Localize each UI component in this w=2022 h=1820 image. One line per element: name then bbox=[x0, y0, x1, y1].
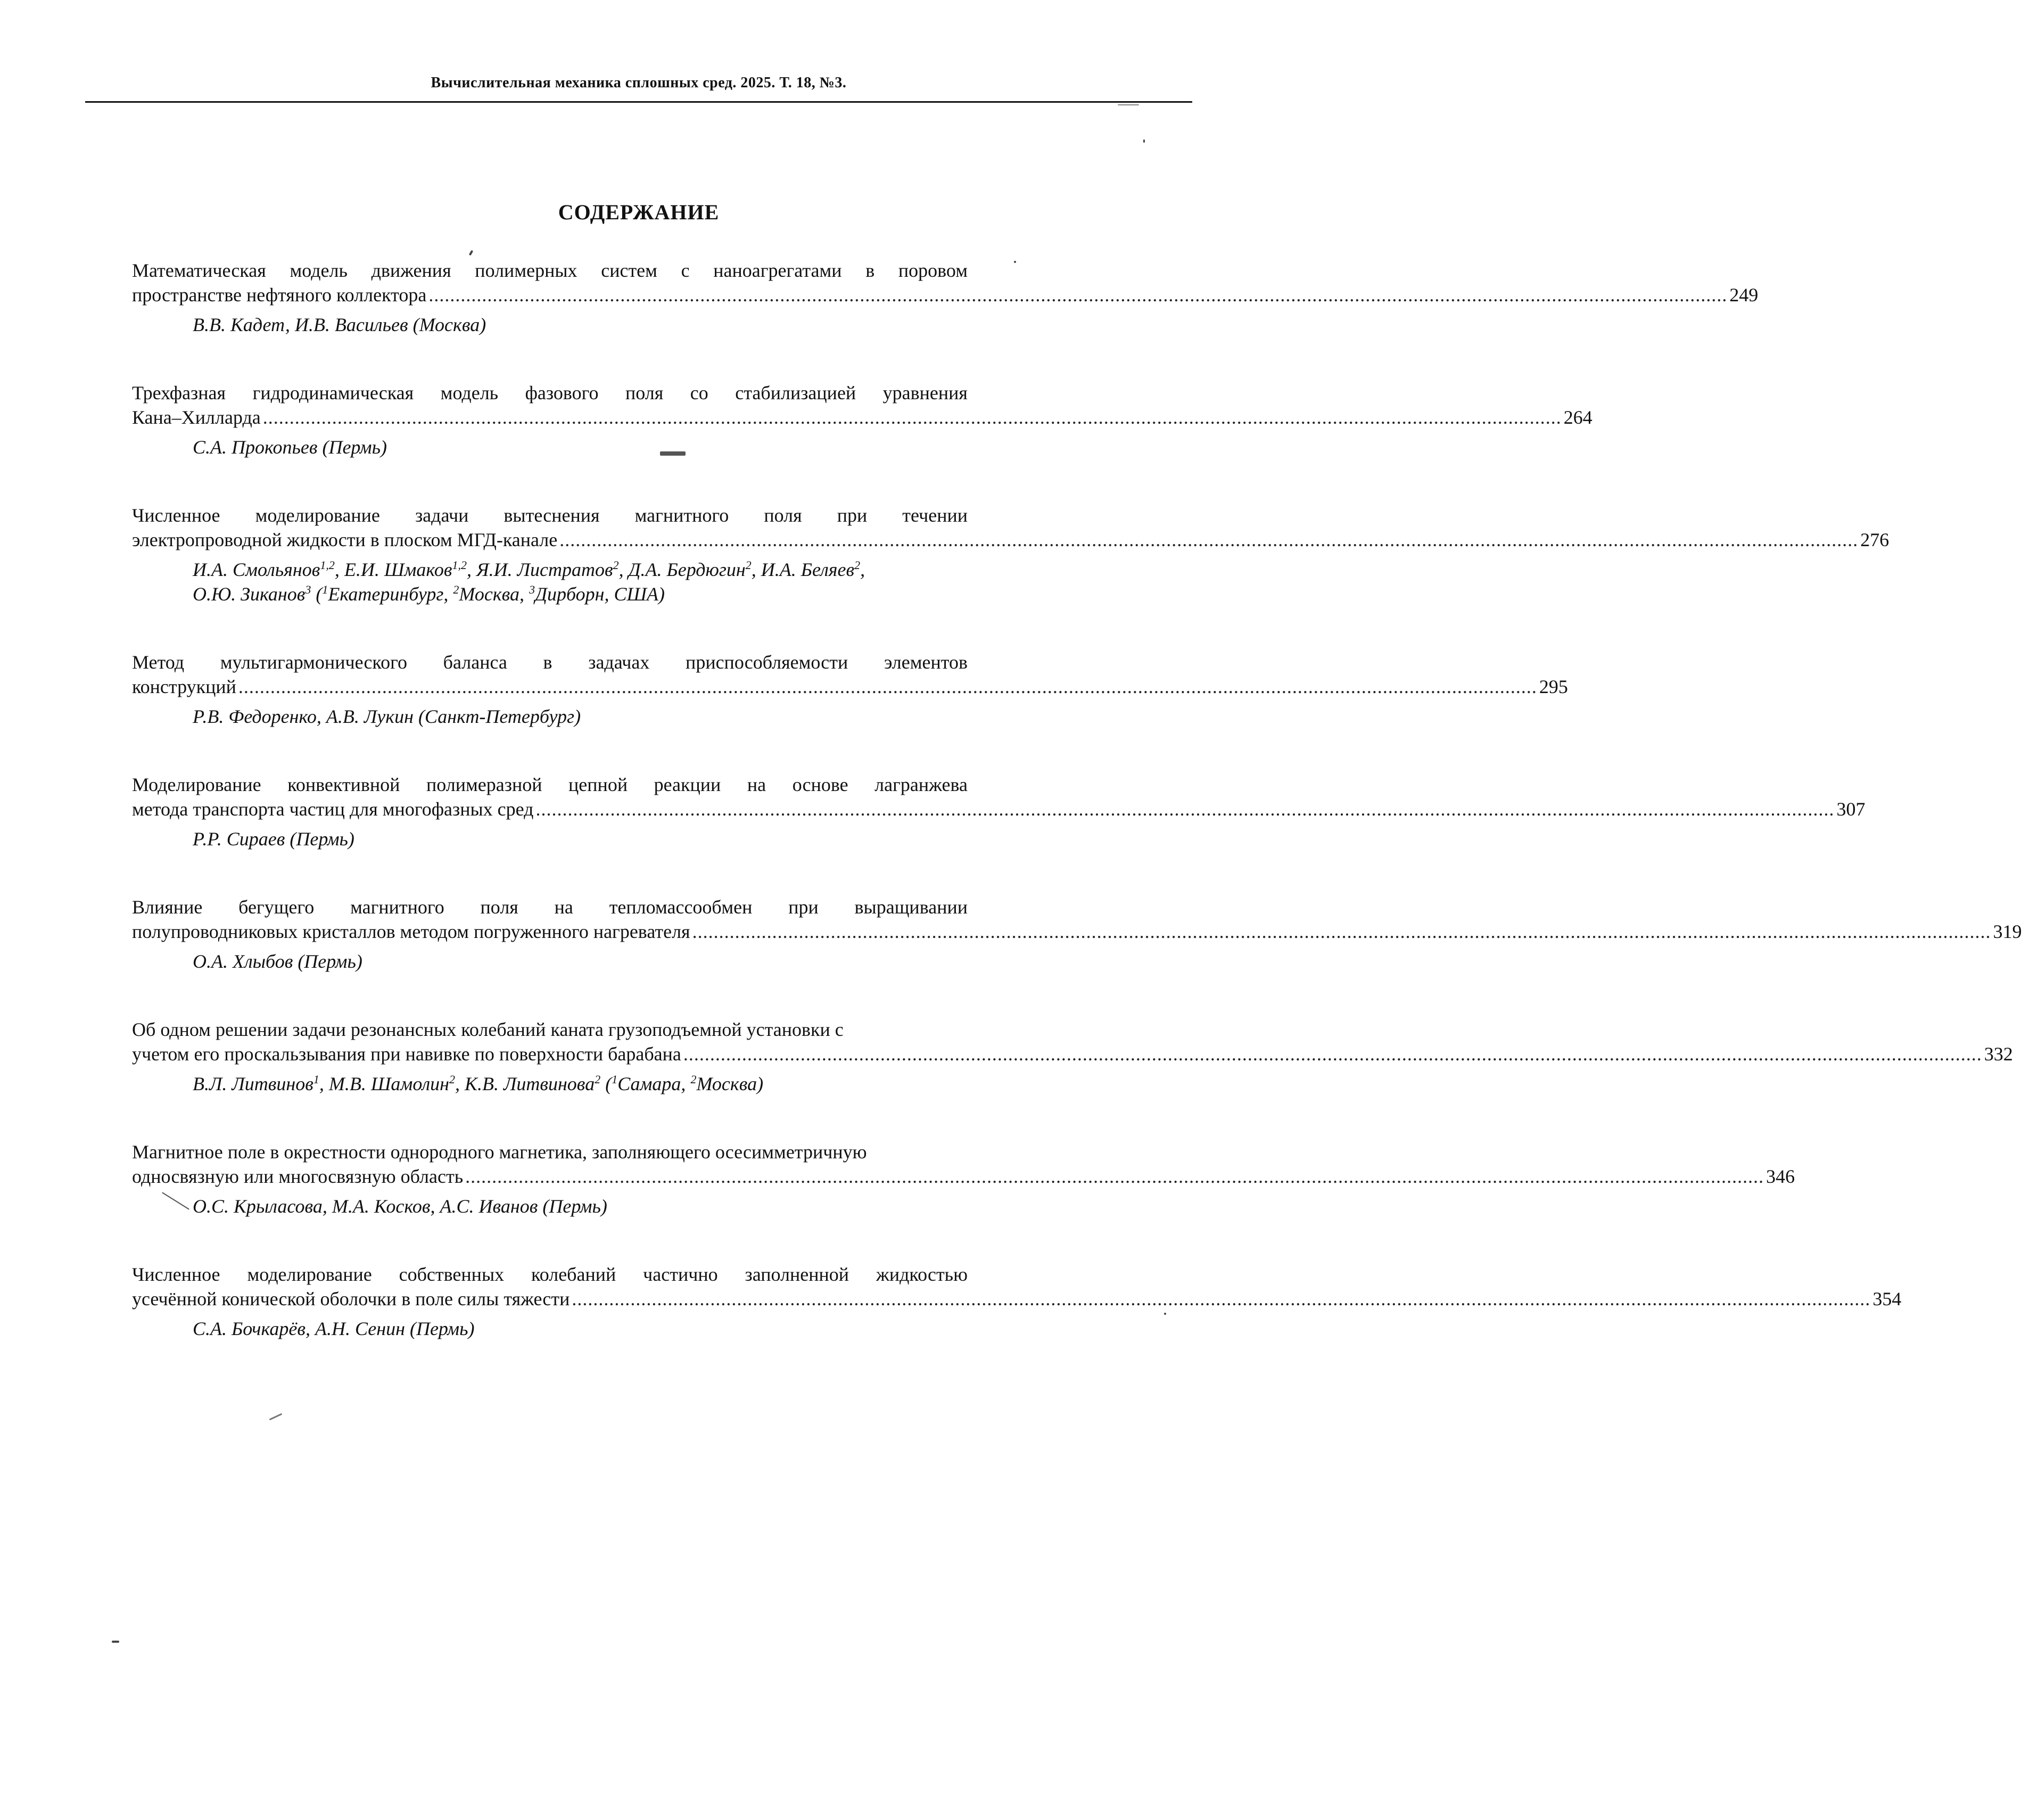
entry-authors: В.В. Кадет, И.В. Васильев (Москва) bbox=[193, 314, 486, 335]
dot-leader: .................................................................................................................................................................................................................................................... bbox=[559, 529, 1859, 550]
scan-speck bbox=[1143, 139, 1145, 143]
entry-title-line: Математическая модель движения полимерных систем с наноагрегатами в поровом bbox=[132, 260, 968, 281]
entry-title-last-line bbox=[132, 1164, 1795, 1189]
dot-leader: .................................................................................................................................................................................................................................................... bbox=[465, 1166, 1764, 1187]
entry-title-last-line bbox=[132, 1287, 1902, 1311]
toc-entry[interactable] bbox=[132, 1140, 1795, 1262]
toc-entry[interactable] bbox=[132, 503, 1889, 650]
dot-leader: .................................................................................................................................................................................................................................................... bbox=[262, 407, 1562, 428]
toc-title: СОДЕРЖАНИЕ bbox=[558, 200, 720, 224]
scan-speck bbox=[1014, 261, 1016, 263]
entry-title-end: полупроводниковых кристаллов методом погруженного нагревателя bbox=[132, 921, 690, 942]
toc-entry[interactable] bbox=[132, 650, 1568, 772]
entry-title-line: Магнитное поле в окрестности однородного магнетика, заполняющего осесимметричную bbox=[132, 1141, 867, 1163]
entry-title-end: метода транспорта частиц для многофазных сред bbox=[132, 798, 534, 820]
entry-title-line: Трехфазная гидродинамическая модель фазового поля со стабилизацией уравнения bbox=[132, 382, 968, 403]
toc-entry[interactable] bbox=[132, 1262, 1902, 1385]
table-of-contents bbox=[132, 258, 2022, 1385]
page-number: 295 bbox=[1539, 676, 1568, 697]
entry-title-last-line bbox=[132, 528, 1889, 552]
dot-leader: .................................................................................................................................................................................................................................................... bbox=[692, 921, 1991, 942]
scan-speck bbox=[469, 250, 473, 256]
entry-authors-continued: О.Ю. Зиканов$^3$ ($^1$Екатеринбург, $^2$Москва, $^3$Дирборн, США) bbox=[193, 583, 665, 605]
entry-title-line: Об одном решении задачи резонансных колебаний каната грузоподъемной установки с bbox=[132, 1019, 844, 1040]
entry-title-line: Моделирование конвективной полимеразной цепной реакции на основе лагранжева bbox=[132, 774, 968, 795]
toc-entry[interactable] bbox=[132, 1017, 2013, 1140]
page-number: 346 bbox=[1766, 1166, 1795, 1187]
toc-entry[interactable] bbox=[132, 258, 1759, 381]
dot-leader: .................................................................................................................................................................................................................................................... bbox=[572, 1288, 1871, 1310]
toc-entry[interactable] bbox=[132, 381, 1592, 503]
dot-leader: .................................................................................................................................................................................................................................................... bbox=[238, 676, 1537, 697]
toc-entry[interactable] bbox=[132, 772, 1866, 895]
entry-authors: С.А. Прокопьев (Пермь) bbox=[193, 437, 387, 458]
page-number: 354 bbox=[1872, 1288, 1902, 1310]
entry-title-end: электропроводной жидкости в плоском МГД-канале bbox=[132, 529, 558, 550]
toc-entry[interactable] bbox=[132, 895, 2022, 1017]
running-header: Вычислительная механика сплошных сред. 2025. Т. 18, №3. bbox=[431, 75, 847, 91]
entry-title-line: Численное моделирование собственных колебаний частично заполненной жидкостью bbox=[132, 1264, 968, 1285]
entry-title-end: односвязную или многосвязную область bbox=[132, 1166, 464, 1187]
entry-title-end: конструкций bbox=[132, 676, 236, 697]
entry-authors: В.Л. Литвинов$^1$, М.В. Шамолин$^2$, К.В. Литвинова$^2$ ($^1$Самара, $^2$Москва) bbox=[193, 1073, 764, 1094]
entry-authors: С.А. Бочкарёв, А.Н. Сенин (Пермь) bbox=[193, 1318, 475, 1339]
scan-speck bbox=[1118, 104, 1139, 105]
entry-title-line: Влияние бегущего магнитного поля на тепломассообмен при выращивании bbox=[132, 896, 968, 918]
header-rule bbox=[85, 101, 1192, 103]
entry-title-line: Метод мультигармонического баланса в задачах приспособляемости элементов bbox=[132, 652, 968, 673]
entry-title-last-line bbox=[132, 797, 1866, 821]
page-number: 307 bbox=[1836, 798, 1866, 820]
dot-leader: .................................................................................................................................................................................................................................................... bbox=[428, 284, 1728, 306]
entry-authors: Р.Р. Сираев (Пермь) bbox=[193, 828, 354, 850]
page-number: 249 bbox=[1729, 284, 1759, 306]
entry-title-end: пространстве нефтяного коллектора bbox=[132, 284, 427, 306]
scan-speck bbox=[269, 1413, 283, 1421]
entry-authors: И.А. Смольянов$^{1,2}$, Е.И. Шмаков$^{1,2}$, Я.И. Листратов$^2$, Д.А. Бердюгин$^2$, И.А. Беляев$^2$, bbox=[193, 558, 865, 580]
entry-authors: О.С. Крыласова, М.А. Косков, А.С. Иванов (Пермь) bbox=[193, 1196, 607, 1217]
scan-speck bbox=[112, 1641, 119, 1643]
entry-title-last-line bbox=[132, 283, 1759, 307]
entry-title-last-line bbox=[132, 405, 1592, 430]
entry-authors: Р.В. Федоренко, А.В. Лукин (Санкт-Петербург) bbox=[193, 706, 581, 727]
page-number: 264 bbox=[1563, 407, 1592, 428]
page-number: 319 bbox=[1993, 921, 2022, 942]
entry-title-line: Численное моделирование задачи вытеснения магнитного поля при течении bbox=[132, 505, 968, 526]
entry-authors: О.А. Хлыбов (Пермь) bbox=[193, 951, 362, 972]
page-number: 276 bbox=[1860, 529, 1889, 550]
dot-leader: .................................................................................................................................................................................................................................................... bbox=[535, 798, 1835, 820]
entry-title-last-line bbox=[132, 1042, 2013, 1066]
scan-speck bbox=[1164, 1313, 1166, 1315]
scan-speck bbox=[660, 451, 686, 456]
entry-title-last-line bbox=[132, 674, 1568, 699]
entry-title-end: усечённой конической оболочки в поле силы тяжести bbox=[132, 1288, 570, 1310]
page-number: 332 bbox=[1984, 1043, 2013, 1065]
dot-leader: .................................................................................................................................................................................................................................................... bbox=[683, 1043, 1982, 1065]
entry-title-last-line bbox=[132, 919, 2022, 944]
entry-title-end: учетом его проскальзывания при навивке по поверхности барабана bbox=[132, 1043, 681, 1065]
entry-title-end: Кана–Хилларда bbox=[132, 407, 261, 428]
